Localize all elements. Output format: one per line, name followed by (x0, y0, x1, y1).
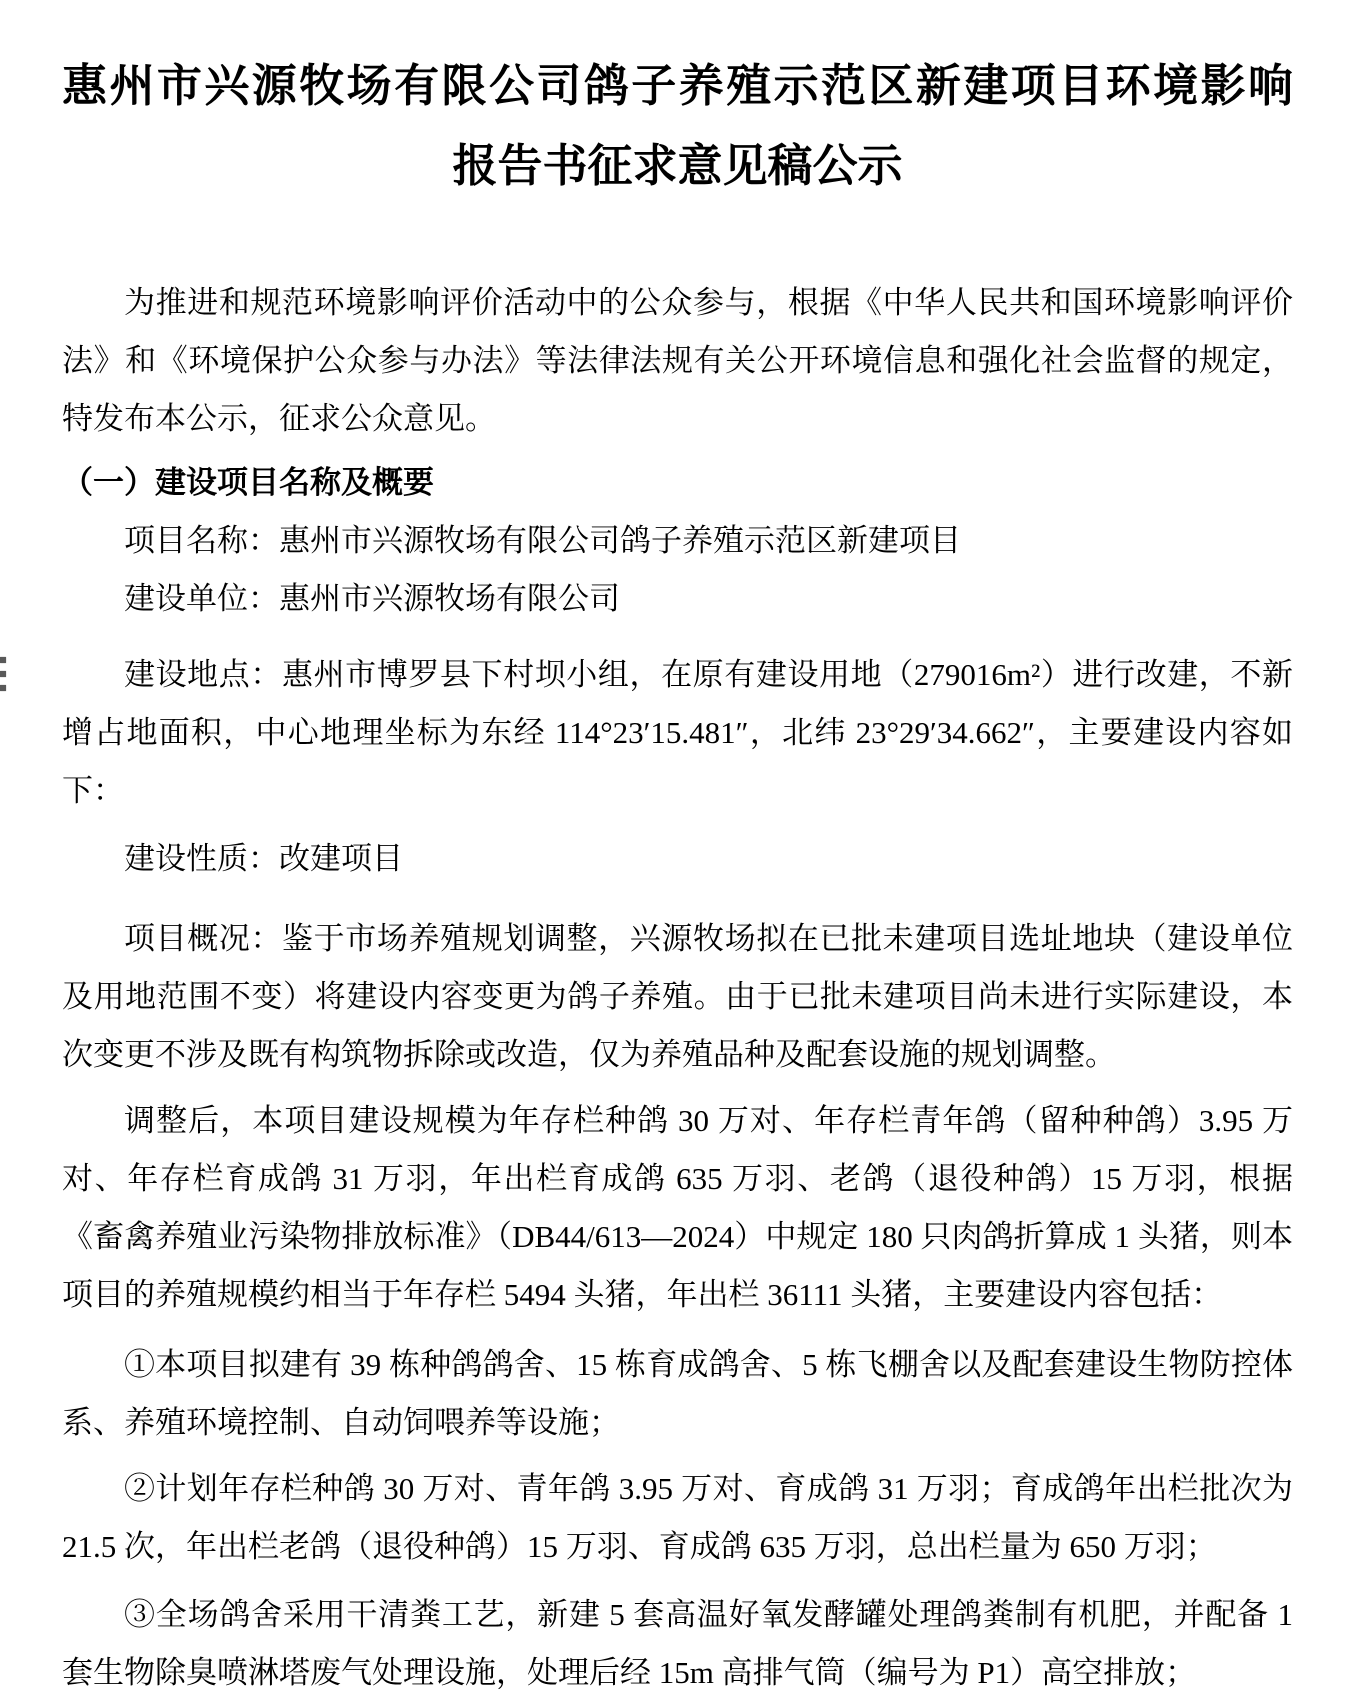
intro-paragraph: 为推进和规范环境影响评价活动中的公众参与，根据《中华人民共和国环境影响评价法》和《环境保护公众参与办法》等法律法规有关公开环境信息和强化社会监督的规定，特发布本公示，征求公众意见。 (62, 285, 1293, 436)
section-heading-project-name-and-summary: （一）建设项目名称及概要 (62, 465, 434, 500)
edge-marker-dot (0, 657, 6, 663)
edge-marker-dot (0, 671, 6, 677)
edge-marker-dot (0, 685, 6, 691)
para-construction-site: 建设地点：惠州市博罗县下村坝小组，在原有建设用地（279016m²）进行改建，不新增占地面积，中心地理坐标为东经 114°23′15.481″，北纬 23°29′34.662″，主要建设内容如下： (62, 657, 1293, 808)
document-text (62, 274, 1293, 1702)
para-adjusted-scale: 调整后，本项目建设规模为年存栏种鸽 30 万对、年存栏青年鸽（留种种鸽）3.95 万对、年存栏育成鸽 31 万羽，年出栏育成鸽 635 万羽、老鸽（退役种鸽）15 万羽，根据《畜禽养殖业污染物排放标准》（DB44/613—2024）中规定 180 只肉鸽折算成 1 头猪，则本项目的养殖规模约相当于年存栏 5494 头猪，年出栏 36111 头猪，主要建设内容包括： (62, 1103, 1293, 1312)
page-title-line-1: 惠州市兴源牧场有限公司鸽子养殖示范区新建项目环境影响 (62, 61, 1293, 111)
page-title-line-2: 报告书征求意见稿公示 (452, 141, 903, 191)
para-build-content-item-2: ②计划年存栏种鸽 30 万对、青年鸽 3.95 万对、育成鸽 31 万羽；育成鸽年出栏批次为 21.5 次，年出栏老鸽（退役种鸽）15 万羽、育成鸽 635 万羽，总出栏量为 650 万羽； (62, 1471, 1293, 1564)
para-build-content-item-3: ③全场鸽舍采用干清粪工艺，新建 5 套高温好氧发酵罐处理鸽粪制有机肥，并配备 1 套生物除臭喷淋塔废气处理设施，处理后经 15m 高排气筒（编号为 P1）高空排放； (62, 1597, 1293, 1690)
para-build-content-item-1: ①本项目拟建有 39 栋种鸽鸽舍、15 栋育成鸽舍、5 栋飞棚舍以及配套建设生物防控体系、养殖环境控制、自动饲喂养等设施； (62, 1347, 1293, 1440)
page-edge-marker (0, 657, 8, 691)
para-construction-nature: 建设性质：改建项目 (124, 841, 403, 876)
para-construction-unit: 建设单位：惠州市兴源牧场有限公司 (124, 581, 620, 616)
para-project-name: 项目名称：惠州市兴源牧场有限公司鸽子养殖示范区新建项目 (124, 523, 961, 558)
para-project-overview: 项目概况：鉴于市场养殖规划调整，兴源牧场拟在已批未建项目选址地块（建设单位及用地范围不变）将建设内容变更为鸽子养殖。由于已批未建项目尚未进行实际建设，本次变更不涉及既有构筑物拆除或改造，仅为养殖品种及配套设施的规划调整。 (62, 921, 1293, 1072)
